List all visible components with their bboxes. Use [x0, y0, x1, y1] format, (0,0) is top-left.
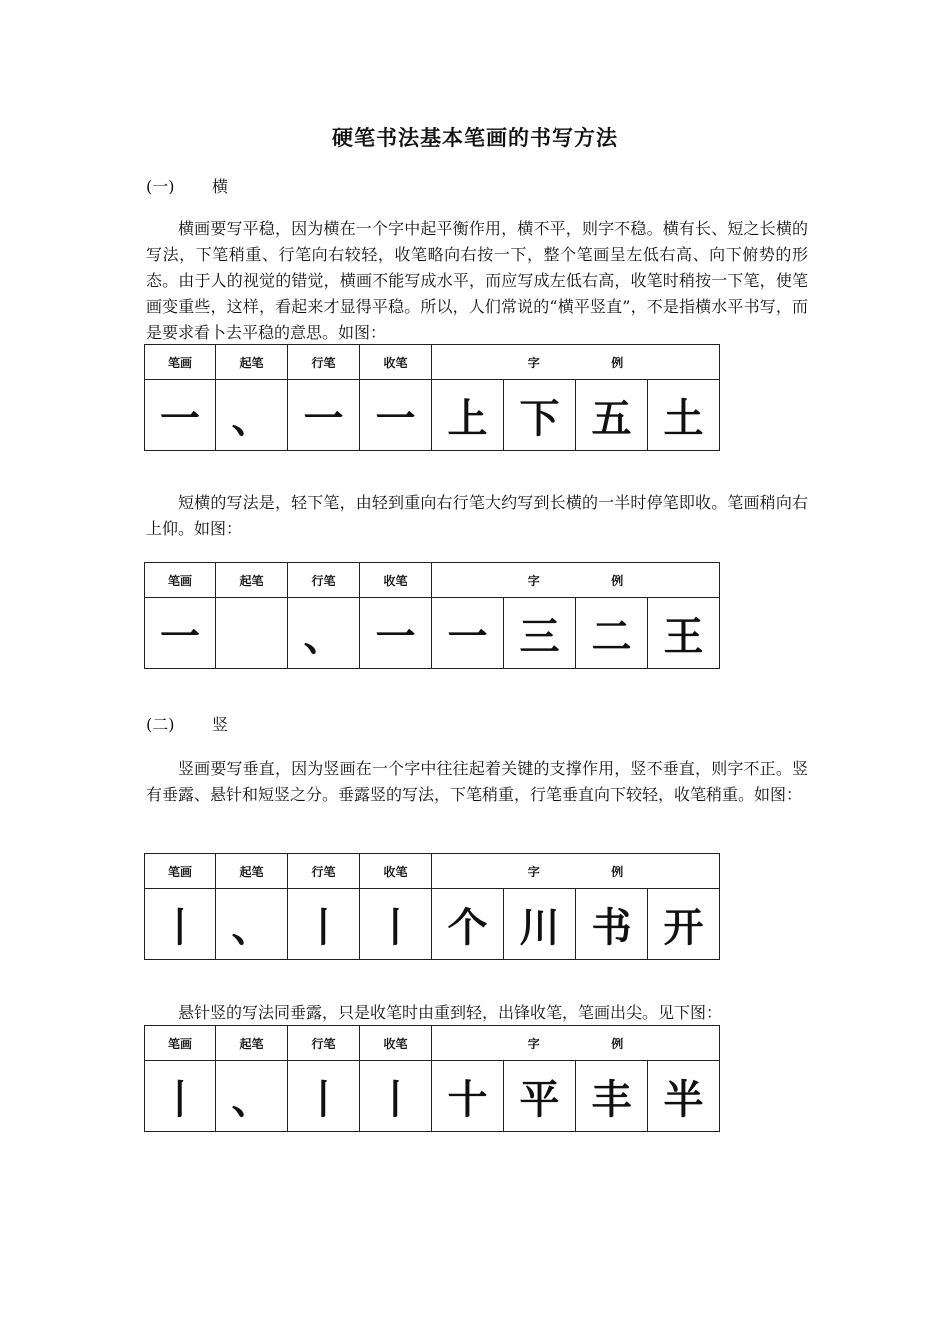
header-stroke: 笔画	[145, 1026, 216, 1061]
table-header-row	[145, 345, 720, 380]
paragraph-text: 短横的写法是，轻下笔，由轻到重向右行笔大约写到长横的一半时停笔即收。笔画稍向右上仰。如图：	[146, 493, 808, 538]
cell-stroke: 丨	[145, 1061, 216, 1132]
paragraph-heng	[146, 216, 808, 346]
cell-example: 个	[432, 889, 504, 960]
header-ex-2: 例	[611, 355, 624, 370]
stroke-table-4	[144, 1025, 720, 1132]
cell-example: 二	[576, 598, 648, 669]
cell-example: 三	[504, 598, 576, 669]
section-heading-2	[146, 712, 228, 735]
cell-example: 书	[576, 889, 648, 960]
table-row	[145, 1061, 720, 1132]
cell-stroke: 丨	[145, 889, 216, 960]
table-header-row	[145, 563, 720, 598]
header-stroke: 笔画	[145, 854, 216, 889]
section-number: (一)	[146, 177, 175, 196]
cell-example: 开	[648, 889, 720, 960]
cell-start: 、	[216, 380, 288, 451]
cell-stroke: 一	[145, 380, 216, 451]
table-row	[145, 598, 720, 669]
section-number: (二)	[146, 715, 175, 734]
stroke-table-2	[144, 562, 720, 669]
cell-move: 丨	[288, 1061, 360, 1132]
cell-move: 丨	[288, 889, 360, 960]
table-row	[145, 889, 720, 960]
stroke-table-3	[144, 853, 720, 960]
header-examples	[432, 563, 720, 598]
header-ex-2: 例	[611, 1036, 624, 1051]
cell-start: 、	[216, 889, 288, 960]
cell-example: 丰	[576, 1061, 648, 1132]
paragraph-xuanzhen	[146, 1000, 808, 1026]
cell-example: 十	[432, 1061, 504, 1132]
header-examples	[432, 345, 720, 380]
cell-example: 土	[648, 380, 720, 451]
header-end: 收笔	[360, 563, 432, 598]
header-end: 收笔	[360, 345, 432, 380]
paragraph-short-heng	[146, 490, 808, 542]
header-end: 收笔	[360, 1026, 432, 1061]
header-examples	[432, 1026, 720, 1061]
cell-example: 一	[432, 598, 504, 669]
header-move: 行笔	[288, 345, 360, 380]
cell-end: 丨	[360, 889, 432, 960]
table-header-row	[145, 1026, 720, 1061]
cell-example: 平	[504, 1061, 576, 1132]
header-move: 行笔	[288, 563, 360, 598]
section-name: 竖	[212, 715, 229, 734]
header-start: 起笔	[216, 563, 288, 598]
cell-end: 一	[360, 598, 432, 669]
page-title: 硬笔书法基本笔画的书写方法	[332, 125, 618, 150]
cell-example: 上	[432, 380, 504, 451]
cell-example: 川	[504, 889, 576, 960]
paragraph-text: 竖画要写垂直，因为竖画在一个字中往往起着关键的支撑作用，竖不垂直，则字不正。竖有垂露、悬针和短竖之分。垂露竖的写法，下笔稍重，行笔垂直向下较轻，收笔稍重。如图：	[146, 759, 808, 804]
cell-example: 王	[648, 598, 720, 669]
header-end: 收笔	[360, 854, 432, 889]
header-ex-2: 例	[611, 864, 624, 879]
header-move: 行笔	[288, 1026, 360, 1061]
paragraph-text: 悬针竖的写法同垂露，只是收笔时由重到轻，出锋收笔，笔画出尖。见下图：	[178, 1003, 723, 1022]
header-examples	[432, 854, 720, 889]
header-start: 起笔	[216, 854, 288, 889]
header-ex-1: 字	[527, 355, 540, 370]
header-stroke: 笔画	[145, 563, 216, 598]
cell-start	[216, 598, 288, 669]
cell-move: 、	[288, 598, 360, 669]
cell-example: 下	[504, 380, 576, 451]
header-start: 起笔	[216, 345, 288, 380]
paragraph-shu	[146, 756, 808, 808]
section-name: 横	[212, 177, 229, 196]
cell-stroke: 一	[145, 598, 216, 669]
cell-example: 五	[576, 380, 648, 451]
header-start: 起笔	[216, 1026, 288, 1061]
header-ex-2: 例	[611, 573, 624, 588]
stroke-table-1	[144, 344, 720, 451]
cell-move: 一	[288, 380, 360, 451]
header-ex-1: 字	[527, 1036, 540, 1051]
cell-end: 一	[360, 380, 432, 451]
cell-example: 半	[648, 1061, 720, 1132]
header-move: 行笔	[288, 854, 360, 889]
table-row	[145, 380, 720, 451]
paragraph-text: 横画要写平稳，因为横在一个字中起平衡作用，横不平，则字不稳。横有长、短之长横的写法，下笔稍重、行笔向右较轻，收笔略向右按一下，整个笔画呈左低右高、向下俯势的形态。由于人的视觉的错觉，横画不能写成水平，而应写成左低右高，收笔时稍按一下笔，使笔画变重些，这样，看起来才显得平稳。所以，人们常说的“横平竖直”，不是指横水平书写，而是要求看卜去平稳的意思。如图：	[146, 219, 808, 342]
table-header-row	[145, 854, 720, 889]
cell-start: 、	[216, 1061, 288, 1132]
cell-end: 丨	[360, 1061, 432, 1132]
header-ex-1: 字	[527, 573, 540, 588]
header-ex-1: 字	[527, 864, 540, 879]
section-heading-1	[146, 174, 228, 197]
header-stroke: 笔画	[145, 345, 216, 380]
